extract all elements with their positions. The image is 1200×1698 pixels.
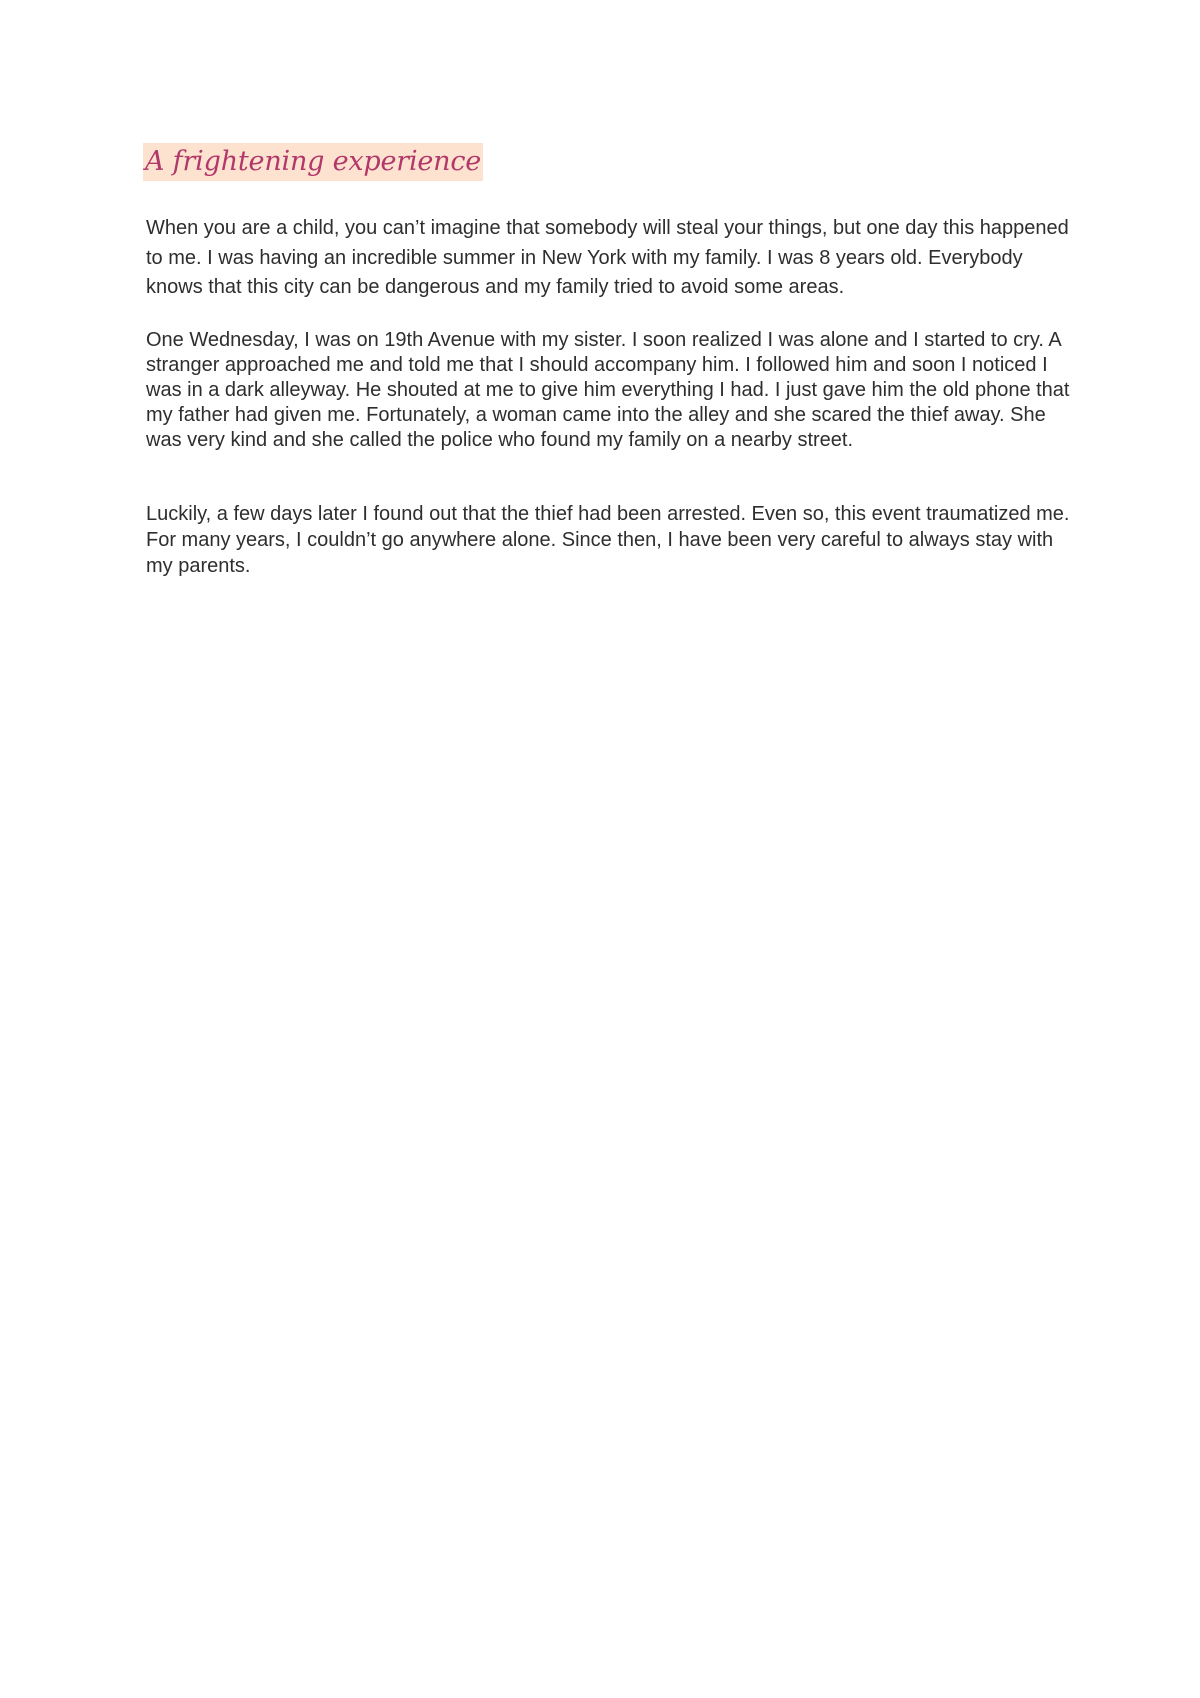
title-highlight — [143, 143, 483, 181]
paragraph-aftermath: Luckily, a few days later I found out that the thief had been arrested. Even so, this event traumatized me. For many years, I couldn’t go anywhere alone. Since then, I have been very careful to always stay with my parents. — [146, 503, 1070, 577]
paragraph-intro: When you are a child, you can’t imagine that somebody will steal your things, but one day this happened to me. I was having an incredible summer in New York with my family. I was 8 years old. Everybody knows that this city can be dangerous and my family tried to avoid some areas. — [146, 217, 1069, 298]
document-title: A frightening experience — [145, 146, 482, 177]
paragraph-incident: One Wednesday, I was on 19th Avenue with my sister. I soon realized I was alone and I started to cry. A stranger approached me and told me that I should accompany him. I followed him and soon I noticed I was in a dark alleyway. He shouted at me to give him everything I had. I just gave him the old phone that my father had given me. Fortunately, a woman came into the alley and she scared the thief away. She was very kind and she called the police who found my family on a nearby street. — [146, 329, 1070, 451]
